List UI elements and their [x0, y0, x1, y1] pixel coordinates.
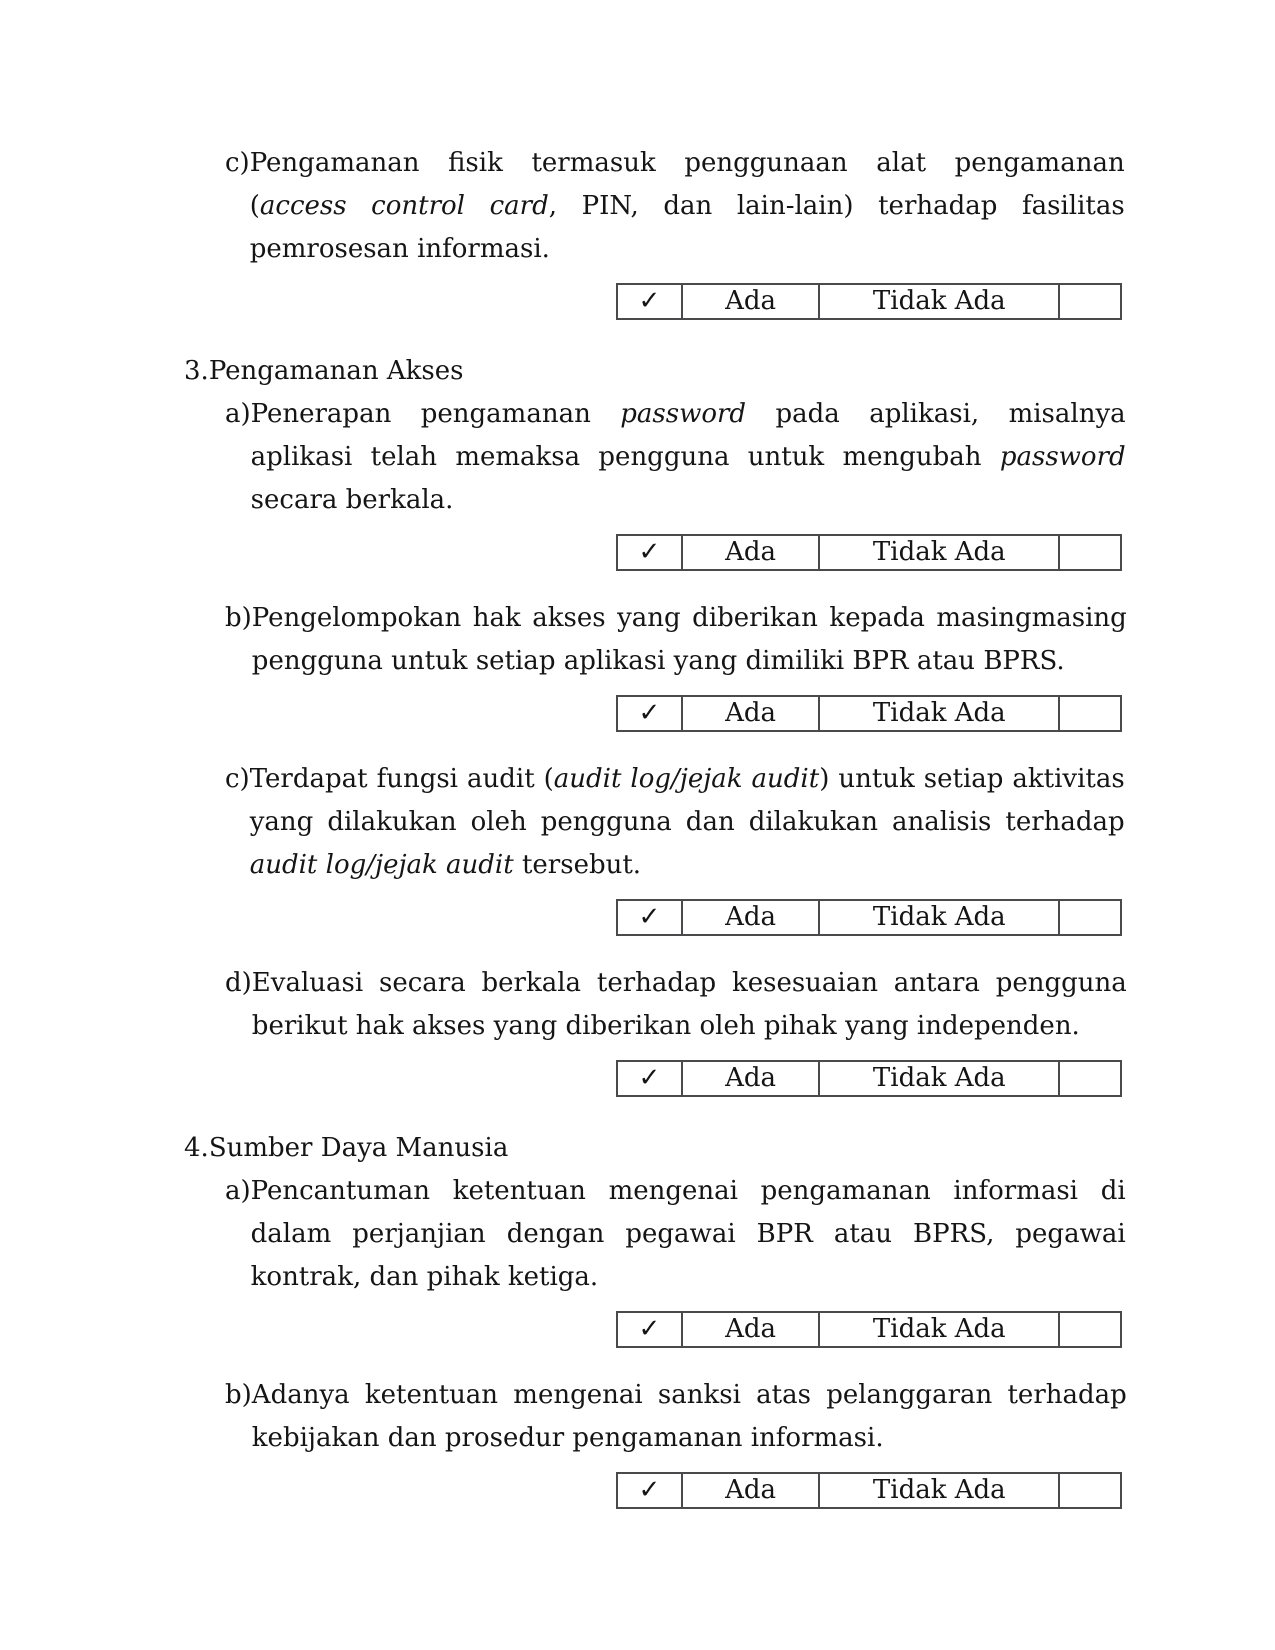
checkmark-cell [617, 1312, 682, 1347]
list-item-3d [225, 962, 1127, 1048]
check-table-row [617, 284, 1121, 319]
text-segment: Pengamanan fisik termasuk penggunaan alat pengamanan ( [249, 148, 1125, 221]
checkmark-cell [617, 535, 682, 570]
ada-cell: Ada [682, 284, 820, 319]
empty-cell [1059, 535, 1121, 570]
list-item-label: d) [225, 968, 252, 998]
text-segment: secara berkala. [250, 485, 454, 515]
section-title: Pengamanan Akses [208, 356, 464, 386]
checkmark-cell [617, 1473, 682, 1508]
list-item-text [251, 1170, 1126, 1299]
list-item-text [252, 597, 1127, 683]
ada-cell: Ada [682, 1473, 820, 1508]
check-table-row [617, 1473, 1121, 1508]
check-table [616, 1311, 1122, 1348]
check-table [616, 899, 1122, 936]
list-item-4b [225, 1374, 1127, 1460]
tidak-ada-cell: Tidak Ada [819, 900, 1059, 935]
list-item-label: a) [225, 1176, 251, 1206]
empty-cell [1059, 1061, 1121, 1096]
checkmark-icon: ✓ [638, 1475, 661, 1505]
text-segment: Adanya ketentuan mengenai sanksi atas pelanggaran terhadap kebijakan dan prosedur pengamanan informasi. [251, 1380, 1127, 1453]
list-item-3b [225, 597, 1127, 683]
tidak-ada-cell: Tidak Ada [819, 696, 1059, 731]
ada-cell: Ada [682, 535, 820, 570]
check-table [616, 283, 1122, 320]
checkmark-cell [617, 284, 682, 319]
check-table-row [617, 900, 1121, 935]
list-item-3c [225, 758, 1125, 887]
check-table-row [617, 1312, 1121, 1347]
checkmark-cell [617, 900, 682, 935]
section-number: 4. [184, 1133, 209, 1163]
section-title: Sumber Daya Manusia [208, 1133, 509, 1163]
check-table-row [617, 535, 1121, 570]
text-segment: Evaluasi secara berkala terhadap kesesuaian antara pengguna berikut hak akses yang diberikan oleh pihak yang independen. [251, 968, 1127, 1041]
checkmark-icon: ✓ [638, 902, 661, 932]
section-number: 3. [184, 356, 209, 386]
checkmark-cell [617, 696, 682, 731]
section-3-heading [184, 350, 1122, 393]
text-segment-italic: audit log/jejak audit [553, 764, 820, 794]
text-segment-italic: password [620, 399, 747, 429]
tidak-ada-cell: Tidak Ada [819, 1312, 1059, 1347]
text-segment: Pengelompokan hak akses yang diberikan kepada masingmasing pengguna untuk setiap aplikasi yang dimiliki BPR atau BPRS. [251, 603, 1127, 676]
check-table [616, 1472, 1122, 1509]
list-item-text [250, 758, 1125, 887]
text-segment: Penerapan pengamanan [250, 399, 621, 429]
list-item-text [252, 1374, 1127, 1460]
check-table [616, 695, 1122, 732]
tidak-ada-cell: Tidak Ada [819, 1061, 1059, 1096]
check-table [616, 1060, 1122, 1097]
list-item-3a [225, 393, 1126, 522]
ada-cell: Ada [682, 1312, 820, 1347]
tidak-ada-cell: Tidak Ada [819, 284, 1059, 319]
checkmark-icon: ✓ [638, 1314, 661, 1344]
text-segment-italic: access control card [259, 191, 549, 221]
text-segment: Terdapat fungsi audit ( [249, 764, 554, 794]
empty-cell [1059, 900, 1121, 935]
checkmark-icon: ✓ [638, 1063, 661, 1093]
checkmark-icon: ✓ [638, 537, 661, 567]
empty-cell [1059, 1473, 1121, 1508]
checkmark-cell [617, 1061, 682, 1096]
section-4-heading [184, 1127, 1122, 1170]
check-table-row [617, 1061, 1121, 1096]
list-item-label: c) [225, 764, 250, 794]
check-table [616, 534, 1122, 571]
text-segment-italic: audit log/jejak audit [249, 850, 514, 880]
list-item-label: b) [225, 1380, 252, 1410]
empty-cell [1059, 284, 1121, 319]
list-item-2c [225, 142, 1125, 271]
list-item-4a [225, 1170, 1126, 1299]
tidak-ada-cell: Tidak Ada [819, 1473, 1059, 1508]
checkmark-icon: ✓ [638, 286, 661, 316]
list-item-text [251, 393, 1126, 522]
ada-cell: Ada [682, 1061, 820, 1096]
list-item-label: c) [225, 148, 250, 178]
empty-cell [1059, 696, 1121, 731]
check-table-row [617, 696, 1121, 731]
empty-cell [1059, 1312, 1121, 1347]
text-segment-italic: password [999, 442, 1126, 472]
list-item-text [252, 962, 1127, 1048]
tidak-ada-cell: Tidak Ada [819, 535, 1059, 570]
text-segment: , PIN, dan lain-lain) terhadap fasilitas pemrosesan informasi. [249, 191, 1125, 264]
ada-cell: Ada [682, 696, 820, 731]
checkmark-icon: ✓ [638, 698, 661, 728]
text-segment: tersebut. [513, 850, 642, 880]
text-segment: ) untuk setiap aktivitas yang dilakukan oleh pengguna dan dilakukan analisis terhadap [249, 764, 1125, 837]
ada-cell: Ada [682, 900, 820, 935]
list-item-text [250, 142, 1125, 271]
text-segment: pada aplikasi, misalnya aplikasi telah memaksa pengguna untuk mengubah [250, 399, 1126, 472]
text-segment: Pencantuman ketentuan mengenai pengamanan informasi di dalam perjanjian dengan pegawai BPR atau BPRS, pegawai kontrak, dan pihak ketiga. [250, 1176, 1126, 1292]
list-item-label: a) [225, 399, 251, 429]
list-item-label: b) [225, 603, 252, 633]
